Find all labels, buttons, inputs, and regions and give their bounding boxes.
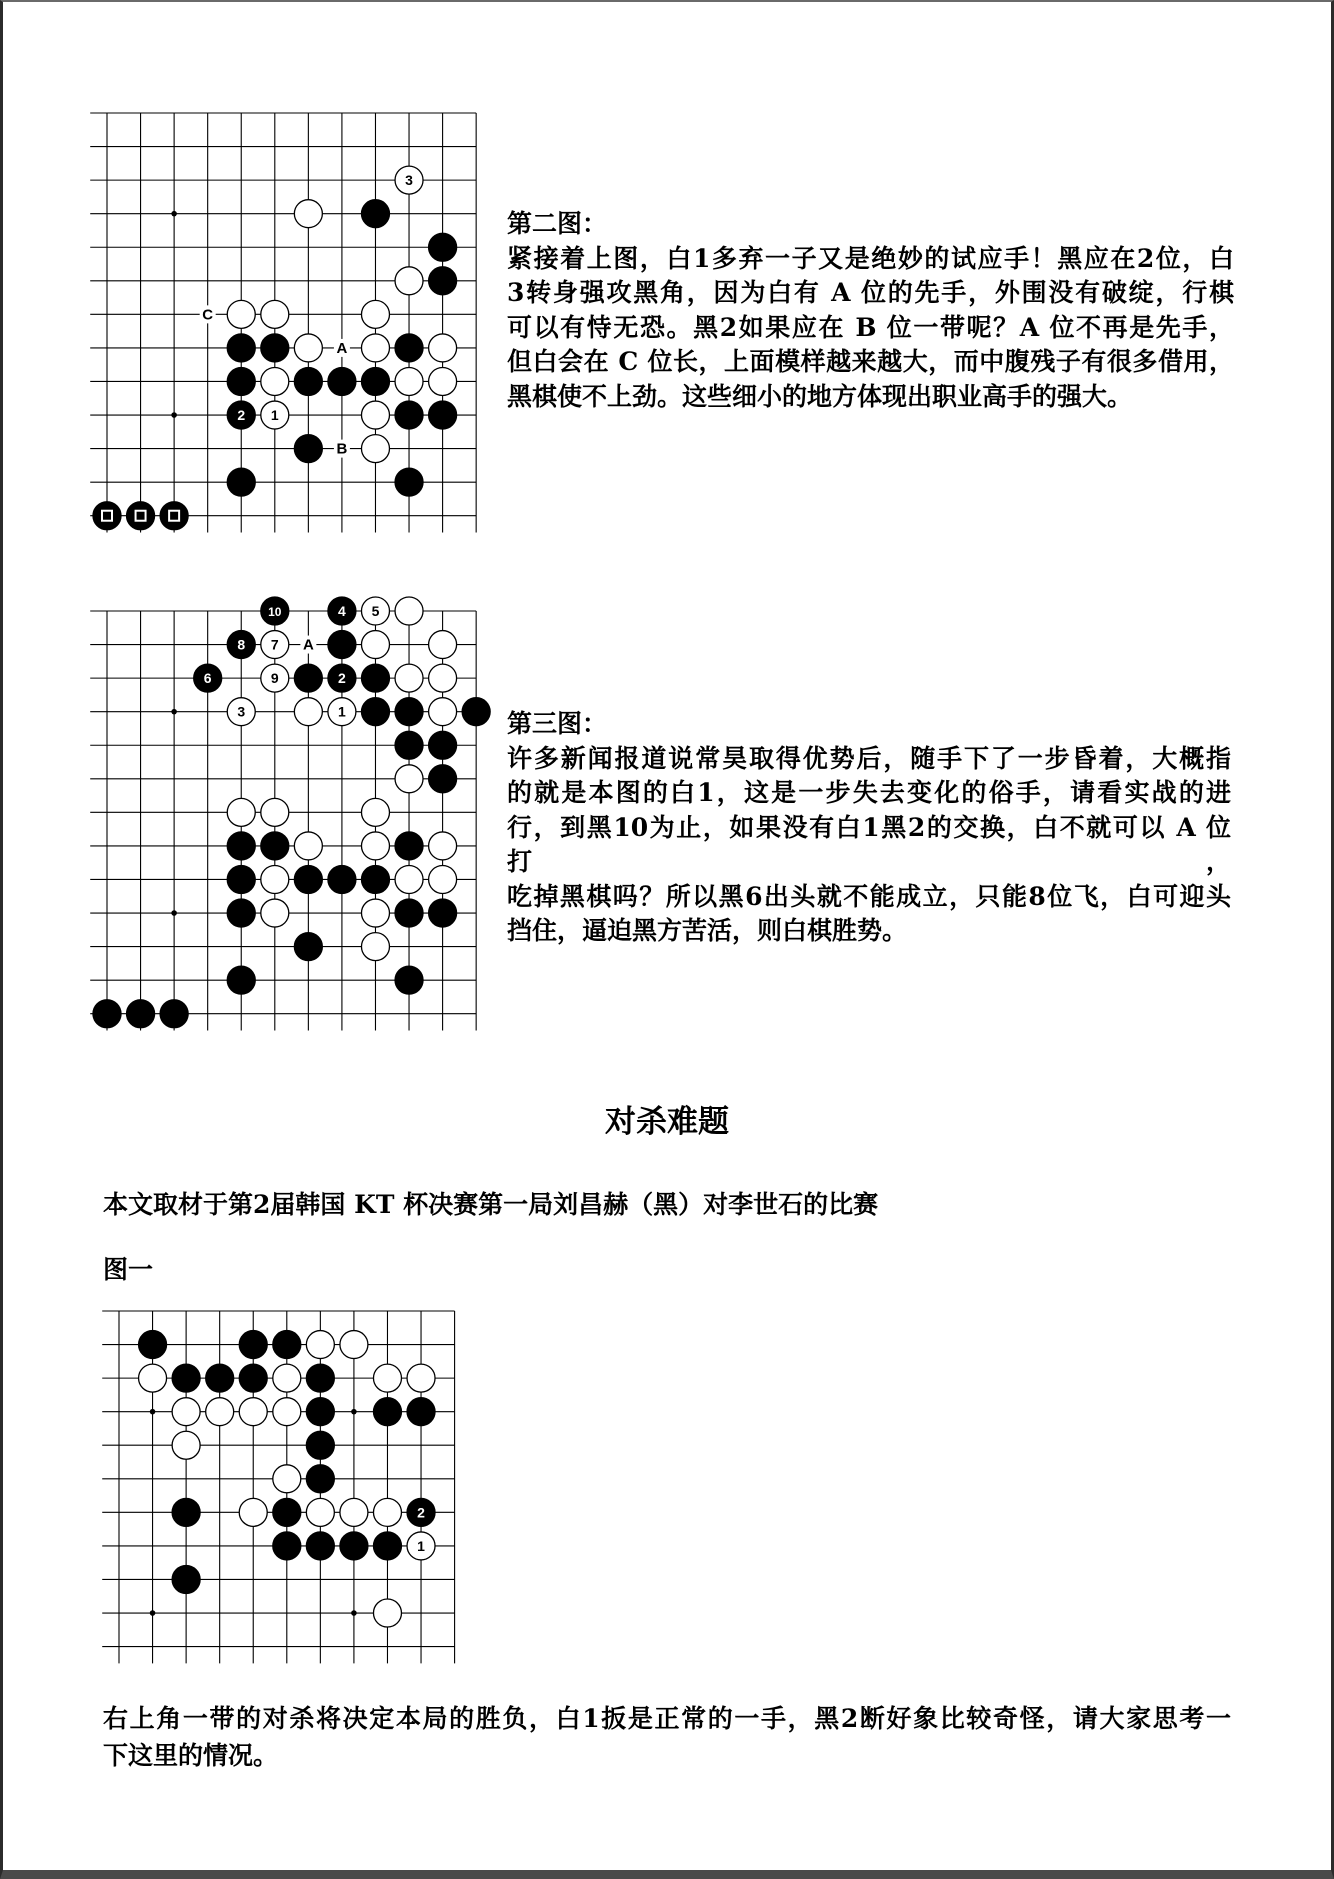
stone-disc (395, 334, 423, 362)
stone-disc (272, 1331, 300, 1359)
stone-disc (294, 933, 322, 961)
stone-disc (172, 1364, 200, 1392)
white-stone (395, 866, 423, 894)
white-stone (361, 597, 389, 625)
white-stone (340, 1499, 368, 1527)
black-stone (395, 899, 423, 927)
black-stone (328, 664, 356, 692)
stone-disc (395, 367, 423, 395)
stone-disc (361, 401, 389, 429)
caption-line: 3转身强攻黑角，因为白有 A 位的先手，外围没有破绽，行棋 (507, 278, 1234, 307)
stone-disc (395, 899, 423, 927)
white-stone (361, 334, 389, 362)
black-stone (361, 367, 389, 395)
black-stone (340, 1532, 368, 1560)
white-stone (395, 664, 423, 692)
black-stone (294, 933, 322, 961)
stone-disc (373, 1398, 401, 1426)
black-stone (428, 266, 456, 294)
black-stone (294, 434, 322, 462)
stone-disc (172, 1566, 200, 1594)
stone-disc (395, 468, 423, 496)
white-stone (428, 367, 456, 395)
stone-disc (294, 199, 322, 227)
black-stone (328, 367, 356, 395)
stone-disc (227, 300, 255, 328)
black-stone (227, 966, 255, 994)
stone-disc (361, 631, 389, 659)
white-stone (260, 367, 288, 395)
stone-disc (126, 501, 154, 529)
stone-disc (260, 367, 288, 395)
white-stone (294, 199, 322, 227)
caption-line: 可以有恃无恐。黑2如果应在 B 位一带呢？A 位不再是先手， (507, 312, 1234, 342)
black-stone (93, 501, 121, 529)
label-text: A (302, 636, 314, 654)
star-point (149, 1611, 155, 1617)
point-label (300, 636, 316, 654)
stone-disc (395, 765, 423, 793)
stone-disc (138, 1364, 166, 1392)
star-point (351, 1409, 357, 1415)
black-stone (93, 1000, 121, 1028)
caption-line: 行，到黑10为止，如果没有白1黑2的交换，白不就可以 A 位打， (507, 812, 1231, 876)
black-stone (328, 866, 356, 894)
white-stone (373, 1499, 401, 1527)
black-stone (227, 468, 255, 496)
stone-disc (93, 1000, 121, 1028)
white-stone (361, 799, 389, 827)
white-stone (205, 1398, 233, 1426)
black-stone (272, 1532, 300, 1560)
stone-disc (306, 1398, 334, 1426)
stone-number: 3 (404, 171, 413, 188)
description-line: 右上角一带的对杀将决定本局的胜负，白1扳是正常的一手，黑2断好象比较奇怪，请大家思考一 (103, 1704, 1231, 1733)
stone-disc (361, 300, 389, 328)
stone-disc (306, 1331, 334, 1359)
stone-number: 2 (416, 1504, 425, 1521)
white-stone (138, 1364, 166, 1392)
stone-disc (361, 866, 389, 894)
black-stone (306, 1532, 334, 1560)
black-stone (272, 1331, 300, 1359)
white-stone (260, 866, 288, 894)
black-stone (462, 698, 490, 726)
black-stone (361, 698, 389, 726)
black-stone (205, 1364, 233, 1392)
white-stone (294, 334, 322, 362)
white-stone (395, 367, 423, 395)
white-stone (239, 1499, 267, 1527)
stone-number: 5 (371, 603, 380, 620)
stone-disc (239, 1331, 267, 1359)
stone-disc (272, 1499, 300, 1527)
problem-description (103, 1700, 1231, 1774)
stone-number: 4 (337, 603, 346, 620)
black-stone (428, 233, 456, 261)
stone-disc (126, 1000, 154, 1028)
stone-disc (428, 233, 456, 261)
stone-disc (428, 732, 456, 760)
stone-disc (227, 334, 255, 362)
stone-disc (361, 899, 389, 927)
black-stone (395, 732, 423, 760)
stone-number: 10 (267, 605, 282, 620)
stone-disc (294, 367, 322, 395)
stone-disc (239, 1398, 267, 1426)
stone-disc (272, 1398, 300, 1426)
stone-disc (227, 866, 255, 894)
black-stone (172, 1499, 200, 1527)
stone-disc (294, 832, 322, 860)
stone-disc (361, 933, 389, 961)
stone-disc (373, 1599, 401, 1627)
black-stone (395, 832, 423, 860)
stone-number: 1 (416, 1538, 425, 1555)
black-stone (272, 1499, 300, 1527)
black-stone (260, 832, 288, 860)
white-stone (373, 1599, 401, 1627)
black-stone (172, 1566, 200, 1594)
stone-disc (260, 866, 288, 894)
stone-disc (160, 1000, 188, 1028)
stone-disc (428, 266, 456, 294)
black-stone (395, 468, 423, 496)
black-stone (428, 732, 456, 760)
black-stone (428, 401, 456, 429)
stone-disc (306, 1432, 334, 1460)
stone-disc (260, 899, 288, 927)
stone-disc (395, 597, 423, 625)
star-point (171, 911, 177, 917)
stone-disc (328, 866, 356, 894)
stone-number: 6 (203, 670, 212, 687)
white-stone (361, 933, 389, 961)
star-point (351, 1611, 357, 1617)
black-stone (395, 401, 423, 429)
black-stone (160, 501, 188, 529)
white-stone (272, 1398, 300, 1426)
black-stone (227, 334, 255, 362)
black-stone (428, 765, 456, 793)
stone-number: 1 (270, 406, 279, 423)
stone-disc (361, 199, 389, 227)
white-stone (272, 1465, 300, 1493)
white-stone (428, 698, 456, 726)
stone-disc (306, 1364, 334, 1392)
go-board-problem (99, 1291, 475, 1667)
black-stone (294, 866, 322, 894)
black-stone (260, 334, 288, 362)
point-label (334, 339, 350, 357)
white-stone (272, 1364, 300, 1392)
white-stone (361, 434, 389, 462)
caption-line: 但白会在 C 位长，上面模样越来越大，而中腹残子有很多借用， (507, 347, 1234, 376)
caption-line: 黑棋使不上劲。这些细小的地方体现出职业高手的强大。 (507, 381, 1133, 411)
stone-disc (294, 698, 322, 726)
white-stone (294, 832, 322, 860)
black-stone (239, 1331, 267, 1359)
white-stone (428, 866, 456, 894)
stone-disc (407, 1398, 435, 1426)
white-stone (260, 899, 288, 927)
stone-disc (428, 832, 456, 860)
stone-disc (395, 832, 423, 860)
white-stone (428, 832, 456, 860)
stone-disc (239, 1364, 267, 1392)
white-stone (227, 698, 255, 726)
stone-disc (361, 334, 389, 362)
black-stone (227, 631, 255, 659)
stone-disc (428, 765, 456, 793)
stone-disc (260, 799, 288, 827)
black-stone (407, 1398, 435, 1426)
stone-disc (260, 300, 288, 328)
white-stone (428, 631, 456, 659)
stone-disc (373, 1364, 401, 1392)
black-stone (260, 597, 288, 625)
point-label (334, 439, 350, 457)
label-text: A (336, 339, 348, 357)
caption-line: 的就是本图的白1，这是一步失去变化的俗手，请看实战的进 (507, 778, 1231, 807)
white-stone (361, 631, 389, 659)
go-board-figure-3 (87, 591, 496, 1034)
stone-disc (260, 334, 288, 362)
stone-disc (428, 866, 456, 894)
stone-number: 1 (337, 703, 346, 720)
white-stone (428, 334, 456, 362)
stone-disc (395, 401, 423, 429)
stone-disc (172, 1432, 200, 1460)
black-stone (294, 664, 322, 692)
figure-heading: 第二图： (507, 209, 608, 238)
stone-number: 3 (237, 703, 245, 720)
stone-disc (361, 832, 389, 860)
black-stone (395, 966, 423, 994)
white-stone (407, 1364, 435, 1392)
stone-disc (272, 1364, 300, 1392)
stone-disc (272, 1532, 300, 1560)
white-stone (328, 698, 356, 726)
stone-disc (328, 367, 356, 395)
black-stone (172, 1364, 200, 1392)
black-stone (328, 631, 356, 659)
black-stone (395, 334, 423, 362)
white-stone (361, 899, 389, 927)
white-stone (407, 1532, 435, 1560)
black-stone (373, 1398, 401, 1426)
star-point (171, 412, 177, 418)
stone-disc (227, 799, 255, 827)
stone-disc (294, 866, 322, 894)
white-stone (361, 401, 389, 429)
figure-3-caption (507, 707, 1231, 949)
stone-number: 9 (270, 670, 279, 687)
white-stone (260, 664, 288, 692)
white-stone (172, 1432, 200, 1460)
black-stone (306, 1398, 334, 1426)
stone-disc (227, 367, 255, 395)
stone-disc (428, 367, 456, 395)
stone-disc (172, 1398, 200, 1426)
stone-disc (395, 664, 423, 692)
black-stone (227, 866, 255, 894)
stone-number: 2 (237, 406, 245, 423)
stone-disc (227, 966, 255, 994)
black-stone (428, 899, 456, 927)
stone-disc (294, 434, 322, 462)
white-stone (260, 300, 288, 328)
black-stone (227, 899, 255, 927)
stone-disc (340, 1331, 368, 1359)
stone-disc (328, 631, 356, 659)
stone-disc (395, 966, 423, 994)
black-stone (328, 597, 356, 625)
stone-disc (205, 1398, 233, 1426)
stone-disc (340, 1532, 368, 1560)
black-stone (306, 1364, 334, 1392)
point-label (199, 305, 215, 323)
white-stone (361, 832, 389, 860)
black-stone (193, 664, 221, 692)
black-stone (294, 367, 322, 395)
stone-disc (428, 698, 456, 726)
stone-disc (160, 501, 188, 529)
black-stone (227, 832, 255, 860)
white-stone (395, 765, 423, 793)
black-stone (138, 1331, 166, 1359)
caption-line: 紧接着上图，白1多弃一子又是绝妙的试应手！黑应在2位，白 (507, 243, 1234, 273)
black-stone (239, 1364, 267, 1392)
white-stone (395, 266, 423, 294)
stone-disc (294, 334, 322, 362)
stone-disc (340, 1499, 368, 1527)
stone-disc (395, 866, 423, 894)
stone-disc (361, 698, 389, 726)
stone-disc (407, 1364, 435, 1392)
black-stone (361, 199, 389, 227)
stone-disc (361, 799, 389, 827)
stone-disc (93, 501, 121, 529)
white-stone (373, 1364, 401, 1392)
caption-line: 挡住，逼迫黑方苦活，则白棋胜势。 (507, 916, 908, 945)
white-stone (395, 597, 423, 625)
black-stone (227, 367, 255, 395)
stone-disc (306, 1532, 334, 1560)
label-text: C (201, 306, 213, 324)
stone-disc (395, 698, 423, 726)
black-stone (361, 866, 389, 894)
stone-disc (227, 832, 255, 860)
white-stone (340, 1331, 368, 1359)
white-stone (306, 1331, 334, 1359)
stone-disc (260, 832, 288, 860)
stone-disc (138, 1331, 166, 1359)
stone-disc (462, 698, 490, 726)
go-board-figure-2 (87, 93, 496, 536)
label-text: B (336, 440, 348, 458)
black-stone (126, 1000, 154, 1028)
white-stone (172, 1398, 200, 1426)
stone-disc (428, 664, 456, 692)
stone-disc (361, 664, 389, 692)
black-stone (126, 501, 154, 529)
caption-line: 许多新闻报道说常昊取得优势后，随手下了一步昏着，大概指 (507, 743, 1231, 773)
stone-disc (361, 367, 389, 395)
white-stone (227, 799, 255, 827)
white-stone (239, 1398, 267, 1426)
star-point (149, 1409, 155, 1415)
white-stone (294, 698, 322, 726)
figure-heading: 第三图： (507, 709, 608, 738)
white-stone (361, 300, 389, 328)
stone-disc (395, 732, 423, 760)
stone-disc (428, 899, 456, 927)
stone-disc (428, 631, 456, 659)
star-point (171, 211, 177, 217)
black-stone (306, 1465, 334, 1493)
black-stone (227, 401, 255, 429)
white-stone (260, 401, 288, 429)
black-stone (361, 664, 389, 692)
black-stone (373, 1532, 401, 1560)
stone-disc (306, 1499, 334, 1527)
white-stone (227, 300, 255, 328)
stone-disc (239, 1499, 267, 1527)
stone-disc (272, 1465, 300, 1493)
source-note: 本文取材于第2届韩国 KT 杯决赛第一局刘昌赫（黑）对李世石的比赛 (103, 1190, 879, 1219)
section-title: 对杀难题 (605, 1104, 729, 1140)
white-stone (260, 631, 288, 659)
stone-disc (227, 468, 255, 496)
stone-disc (227, 899, 255, 927)
figure-2-caption (507, 207, 1234, 414)
stone-disc (361, 434, 389, 462)
stone-disc (428, 334, 456, 362)
stone-disc (373, 1532, 401, 1560)
stone-disc (395, 266, 423, 294)
stone-disc (205, 1364, 233, 1392)
black-stone (395, 698, 423, 726)
black-stone (407, 1499, 435, 1527)
stone-disc (172, 1499, 200, 1527)
white-stone (260, 799, 288, 827)
caption-line: 吃掉黑棋吗？所以黑6出头就不能成立，只能8位飞，白可迎头 (507, 881, 1231, 911)
description-line: 下这里的情况。 (103, 1741, 279, 1770)
stone-number: 8 (237, 636, 245, 653)
stone-disc (428, 401, 456, 429)
figure-label: 图一 (103, 1255, 154, 1284)
black-stone (160, 1000, 188, 1028)
stone-disc (373, 1499, 401, 1527)
white-stone (428, 664, 456, 692)
white-stone (306, 1499, 334, 1527)
stone-number: 7 (270, 636, 279, 653)
stone-disc (306, 1465, 334, 1493)
star-point (171, 709, 177, 715)
black-stone (306, 1432, 334, 1460)
white-stone (395, 166, 423, 194)
stone-number: 2 (337, 670, 346, 687)
stone-disc (294, 664, 322, 692)
